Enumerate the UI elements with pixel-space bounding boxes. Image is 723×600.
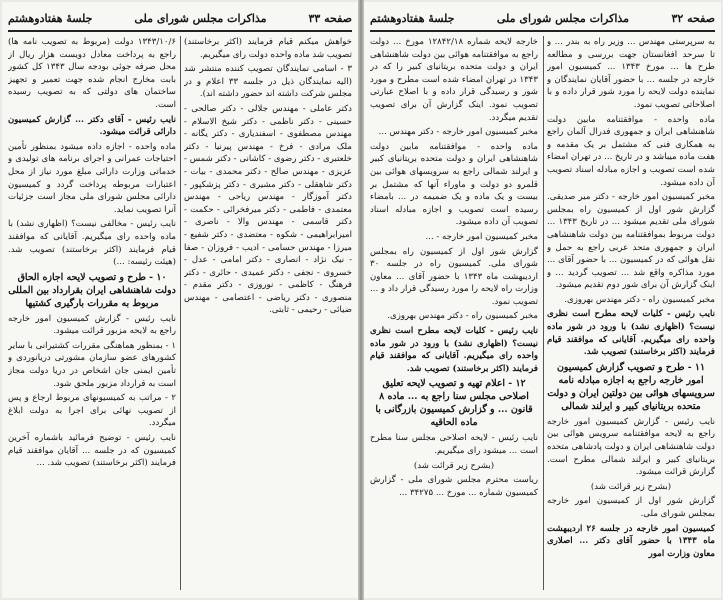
text-column-right [184, 36, 352, 592]
paragraph: مخبر کمیسیون امور خارجه - دکتر میر صدیقی. گزارش شور اول از کمیسیون راه بمجلس شورای ملی تقدیم میشود ... در تاریخ ۱۳۴۳ ... دولت مربوط بموافقتنامه بین دولت شاهنشاهی ایران و جمهوری متحد عربی راجع به حمل و نقل هوائی که در کمیسیون ... با حضور آقای ... مورد مذاکره واقع شد ... تصویب گردید ... و اینک گزارش آن برای شور دوم تقدیم میشود. [547, 192, 715, 291]
paragraph: نایب رئیس - گزارش کمیسیون امور خارجه راجع به لایحه مزبور قرائت میشود. [8, 313, 176, 337]
text-column-right [547, 36, 715, 592]
paragraph: نایب رئیس - لایحه اصلاحی مجلس سنا مطرح است ... میشود رای میگیریم. [370, 433, 538, 457]
page-header [370, 6, 715, 32]
paragraph: ریاست محترم مجلس شورای ملی - گزارش کمیسیون شماره ... مورخ ... ۳۴۲۷۵ ... [370, 475, 538, 498]
agenda-item-title: ۱۲ - اعلام تهیه و تصویب لایحه تعلیق اصلاحی مجلس سنا راجع به ... ماده ۸ قانون ... و گزارش کمیسیون بازرگانی با ماده الحاقیه [375, 378, 533, 429]
paragraph: نایب رئیس - گزارش کمیسیون امور خارجه راجع به لایحه موافقتنامه سرویس هوائی بین دولت شاهنشاهی ایران و دولت پادشاهی متحده بریتانیای کبیر و ایرلند شمالی مطرح است. گزارش قرائت میشود. [547, 416, 715, 478]
paragraph: ۲ - مراتب به کمیسیونهای مربوط ارجاع و پس از تصویب نهائی برای اجرا به دولت ابلاغ میگردد. [8, 393, 176, 429]
paragraph: ماده واحده - موافقتنامه مابین دولت شاهنشاهی ایران و دولت متحده بریتانیای کبیر و ایرلند شمالی راجع به سرویسهای هوائی بین قلمرو دو دولت و ماوراء آنها که مشتمل بر بیست و یک ماده و یک ضمیمه در ... بامضاء رسیده است تصویب و اجازه مبادله اسناد تصویب آن داده میشود. [370, 141, 538, 228]
paragraph: گزارش شور اول از کمیسیون امور خارجه بمجلس شورای ملی. [547, 496, 715, 519]
journal-title: مذاکرات مجلس شورای ملی [496, 11, 630, 25]
paragraph: مخبر کمیسیون راه - دکتر مهندس بهروزی. [564, 294, 715, 305]
paragraph: نایب رئیس - آقای دکتر ... گزارش کمیسیون دارائی قرائت میشود. [8, 114, 176, 138]
agenda-item-title: ۱۱ - طرح و تصویب گزارش کمیسیون امور خارجه راجع به اجازه مبادله نامه سرویسهای هوائی بین دولتین ایران و دولت متحده بریتانیای کبیر و ایرلند شمالی [547, 361, 715, 412]
paragraph: (بشرح زیر قرائت شد) [590, 481, 672, 492]
paragraph: ۱ - بمنظور هماهنگی مقررات کشتیرانی با سایر کشورهای عضو سازمان مشورتی دریانوردی و تأمین ایمنی جان اشخاص در دریا دولت مجاز است به قرارداد مزبور ملحق شود. [8, 340, 176, 389]
page-header [8, 6, 352, 32]
paragraph: نایب رئیس - توضیح فرمائید باشماره آخرین کمیسیون که در جلسه ... آقایان موافقند قیام فرمایند (اکثر برخاستند) تصویب شد. ... [8, 433, 176, 469]
left-page [2, 2, 358, 598]
paragraph: ۱۳۴۳/۱۰/۶ دولت (مربوط به تصویب نامه ها) راجع به پرداخت معادل دویست هزار ریال از محل صرفه جوئی بودجه سال ۱۳۴۳ کل کشور بابت مخارج انجام شده جهت تعمیر و تجهیز ساختمان های دولتی که به تصویب رسیده است. [8, 37, 176, 110]
paragraph: مخبر کمیسیون امور خارجه - دکتر مهندس ... [378, 127, 538, 138]
paragraph: گزارش شور اول از کمیسیون راه بمجلس شورای ملی. کمیسیون راه در جلسه ۳۰ اردیبهشت ماه ۱۳۴۳ با حضور آقای ... معاون وزارت راه لایحه را مورد رسیدگی قرار داد و ... تصویب نمود. [370, 246, 538, 307]
agenda-item-title: ۱۰ - طرح و تصویب لایحه اجازه الحاق دولت شاهنشاهی ایران بقرارداد بین المللی مربوط به مقررات بارگیری کشتیها [8, 271, 176, 309]
paragraph: خواهش میکنم قیام فرمایند (اکثر برخاستند) تصویب شد ماده واحده دولت رای میگیریم. [184, 37, 352, 60]
page-number: صفحه ۳۳ [308, 11, 352, 25]
paragraph: (بشرح زیر قرائت شد) [413, 460, 495, 471]
paragraph: نایب رئیس - مخالفی نیست؟ (اظهاری نشد) با ماده واحده رای میگیریم. آقایانی که موافقند قیام فرمایند (اکثر برخاستند) تصویب شد. (هیئت رئیسه: ...) [8, 219, 176, 268]
column-divider [543, 36, 544, 590]
column-divider [180, 36, 181, 590]
paragraph: ۳ - اسامی نمایندگان تصویب کننده منتشر شد (الیه نمایندگان ذیل در جلسه ۳۳ اعلام و در مجلس شرکت داشته اند حضور داشته اند). [184, 64, 352, 100]
paragraph: مخبر کمیسیون امور خارجه - ... [425, 231, 538, 242]
paragraph: دکتر عاملی - مهندس جلالی - دکتر صالحی - حسینی - دکتر ناظمی - دکتر شیخ الاسلام - مهندس مصطفوی - اسفندیاری - دکتر یگانه - ملک مرادی - فرخ - مهندس پیرنیا - دکتر خلعتبری - دکتر رضوی - کاشانی - دکتر شمس - عزیزی - مهندس صالح - دکتر محمدی - بیات - دکتر شاهقلی - دکتر مشیری - دکتر پزشکپور - دکتر آموزگار - مهندس ریاحی - مهندس معتمدی - فاطمی - دکتر میرفخرائی - حکمت - دکتر قاسمی - مهندس والا - ناصری - امیرابراهیمی - شکوه - معتضدی - دکتر شفیع - میرزا - مهندس حسامی - ادیب - فروزان - صفا - نیک نژاد - انصاری - دکتر امامی - عدل - خسروی - نجفی - دکتر عمیدی - حائری - دکتر فرهنگ - کاظمی - نوروزی - دکتر مقدم - منصوری - دکتر ریاضی - اعتصامی - مهندس ضیائی - رحیمی - ثابتی. [184, 103, 352, 316]
paragraph: ماده واحده - اجازه داده میشود بمنظور تأمین احتیاجات عمرانی و اجرای برنامه های تولیدی و خدماتی وزارت دارائی مبلغ مورد نیاز از محل اعتبارات مربوطه پرداخت گردد و کمیسیون دارائی مجلس شورای ملی مجاز است جزئیات آنرا تصویب نماید. [8, 141, 176, 215]
text-column-left [370, 36, 538, 592]
paragraph: کمیسیون امور خارجه در جلسه ۲۶ اردیبهشت ماه ۱۳۴۳ با حضور آقای دکتر ... اصلاری معاون وزارت امور [547, 523, 715, 559]
text-column-left [8, 36, 176, 592]
paragraph: خارجه لایحه شماره ۱۲۸۴۲/۱۸ مورخ ... دولت راجع به موافقتنامه هوائی بین دولت شاهنشاهی ایران و دولت متحده بریتانیای کبیر را که در ۱۳۴۳ در تهران امضاء شده است مطرح و مورد شور و رسیدگی قرار داده و با اصلاح عبارتی تصویب نمود. اینک گزارش آن برای تصویب تقدیم میگردد. [370, 37, 538, 123]
session-label: جلسهٔ هفتادوهشتم [8, 11, 93, 25]
page-number: صفحه ۳۲ [671, 11, 715, 25]
paragraph: نایب رئیس - کلیات لایحه مطرح است نظری نیست؟ (اظهاری نشد) با ورود در شور ماده واحده رای میگیریم. آقایانی که موافقند قیام فرمایند (اکثر برخاستند) تصویب شد. [547, 309, 715, 358]
paragraph: به سرپرستی مهندس ... وزیر راه به بندر ... و تا سرحد افغانستان جهت بررسی و مطالعه طرح ها ... مورخ ۱۳۴۳ ... کمیسیون امور خارجه در جلسه ... با حضور آقایان نمایندگان و نماینده دولت لایحه را مورد شور قرار داده و با اصلاحاتی تصویب نمود. [547, 37, 715, 110]
paragraph: نایب رئیس - کلیات لایحه مطرح است نظری نیست؟ (اظهاری نشد) با ورود در شور ماده واحده رای میگیریم. آقایانی که موافقند قیام فرمایند (اکثر برخاستند) تصویب شد. [370, 326, 538, 374]
session-label: جلسهٔ هفتادوهشتم [370, 11, 455, 25]
paragraph: ماده واحده - موافقتنامه مابین دولت شاهنشاهی ایران و جمهوری فدرال آلمان راجع به همکاری فنی که مشتمل بر یک مقدمه و هفت ماده میباشد و در تاریخ ... در تهران امضاء شده است تصویب و اجازه مبادله اسناد تصویب آن داده میشود. [547, 114, 715, 188]
journal-title: مذاکرات مجلس شورای ملی [134, 11, 267, 25]
paragraph: مخبر کمیسیون راه - دکتر مهندس بهروزی. [387, 311, 538, 322]
right-page [364, 2, 721, 598]
